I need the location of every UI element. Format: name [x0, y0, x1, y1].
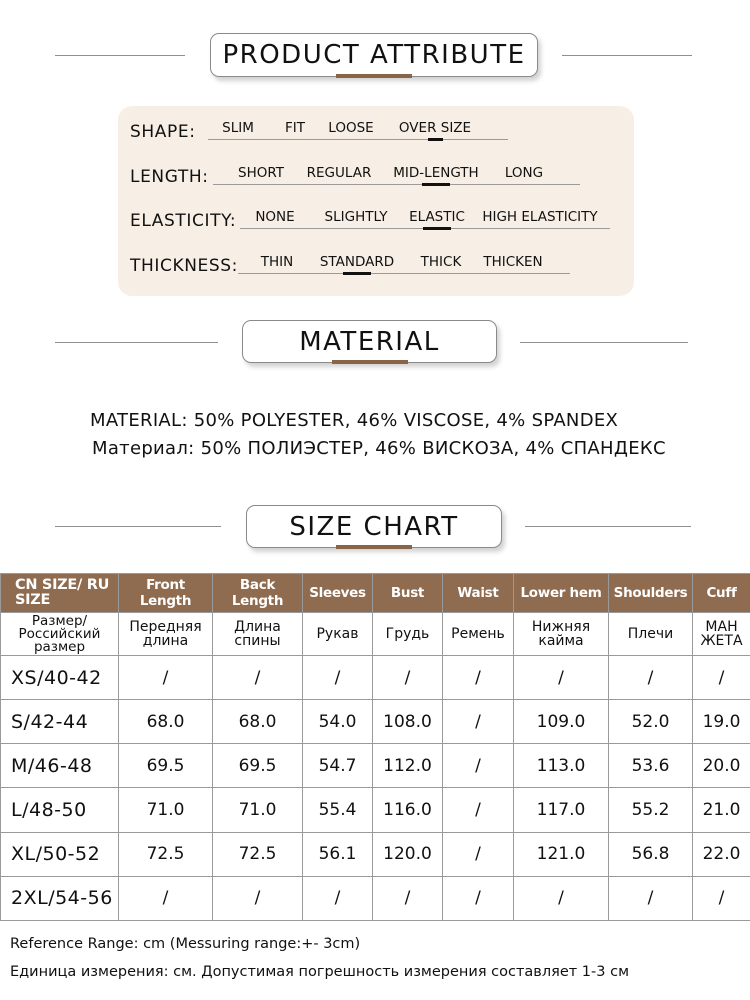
measurement-cell: 56.8 [609, 832, 693, 876]
measurement-cell: 54.7 [303, 744, 373, 788]
section-title-text: SIZE CHART [289, 511, 459, 542]
measurement-cell: / [373, 656, 443, 700]
size-label-cell: 2XL/54-56 [1, 876, 119, 920]
attribute-scale-line [238, 273, 570, 274]
column-header-ru: Грудь [373, 613, 443, 656]
column-header-ru: Передняя длина [119, 613, 213, 656]
attribute-option: THIN [260, 254, 294, 270]
attribute-option: NONE [255, 209, 295, 225]
selected-option-marker [428, 138, 443, 141]
size-label-cell: XL/50-52 [1, 832, 119, 876]
section-title-text: PRODUCT ATTRIBUTE [222, 40, 526, 70]
attribute-option: LONG [504, 165, 544, 181]
table-row [1, 656, 750, 700]
measurement-cell: 109.0 [514, 700, 609, 744]
measurement-cell: / [609, 656, 693, 700]
measurement-cell: / [443, 744, 514, 788]
attribute-option: OVER SIZE [398, 120, 472, 136]
attribute-label: LENGTH: [130, 167, 209, 187]
measurement-cell: 68.0 [213, 700, 303, 744]
measurement-cell: / [119, 656, 213, 700]
attribute-option: LOOSE [328, 120, 374, 136]
size-label-cell: S/42-44 [1, 700, 119, 744]
table-header-ru [1, 613, 750, 656]
section-title-product-attribute [210, 33, 538, 77]
table-row [1, 744, 750, 788]
column-header-en: Front Length [119, 574, 213, 613]
measurement-cell: / [443, 788, 514, 832]
column-header-en: Lower hem [514, 574, 609, 613]
measurement-cell: 56.1 [303, 832, 373, 876]
measurement-cell: / [514, 656, 609, 700]
measurement-cell: / [303, 656, 373, 700]
section-title-material [242, 320, 497, 363]
divider-right [562, 55, 692, 56]
measurement-cell: / [443, 876, 514, 920]
measurement-cell: 108.0 [373, 700, 443, 744]
measurement-cell: / [693, 656, 750, 700]
section-title-size-chart [246, 505, 502, 548]
attribute-label: SHAPE: [130, 122, 196, 142]
attribute-option: SLIGHTLY [324, 209, 388, 225]
column-header-en: Sleeves [303, 574, 373, 613]
measurement-cell: 71.0 [213, 788, 303, 832]
divider-right [520, 342, 688, 343]
measurement-cell: 120.0 [373, 832, 443, 876]
measurement-cell: 72.5 [119, 832, 213, 876]
footer-note-ru: Единица измерения: см. Допустимая погрешность измерения составляет 1-3 см [10, 964, 630, 980]
measurement-cell: 20.0 [693, 744, 750, 788]
column-header-en: CN SIZE/ RU SIZE [1, 574, 119, 613]
size-label-cell: L/48-50 [1, 788, 119, 832]
measurement-cell: 72.5 [213, 832, 303, 876]
table-row [1, 700, 750, 744]
attribute-option: MID-LENGTH [393, 165, 479, 181]
attribute-option: THICK [420, 254, 462, 270]
measurement-cell: 22.0 [693, 832, 750, 876]
measurement-cell: 55.2 [609, 788, 693, 832]
measurement-cell: / [373, 876, 443, 920]
measurement-cell: / [693, 876, 750, 920]
attribute-option: SLIM [222, 120, 254, 136]
measurement-cell: 68.0 [119, 700, 213, 744]
divider-right [525, 526, 691, 527]
column-header-ru: Рукав [303, 613, 373, 656]
title-underline [332, 360, 408, 364]
column-header-en: Cuff [693, 574, 750, 613]
attribute-scale-line [208, 139, 508, 140]
column-header-ru: Ремень [443, 613, 514, 656]
divider-left [55, 342, 218, 343]
measurement-cell: 19.0 [693, 700, 750, 744]
attribute-label: ELASTICITY: [130, 211, 237, 231]
measurement-cell: 71.0 [119, 788, 213, 832]
attribute-option: REGULAR [306, 165, 372, 181]
measurement-cell: 69.5 [213, 744, 303, 788]
table-row [1, 876, 750, 920]
table-row [1, 788, 750, 832]
measurement-cell: / [213, 656, 303, 700]
title-underline [336, 545, 412, 549]
attribute-option: ELASTIC [409, 209, 465, 225]
attribute-option: HIGH ELASTICITY [482, 209, 598, 225]
measurement-cell: 54.0 [303, 700, 373, 744]
attribute-row [130, 159, 630, 189]
column-header-en: Shoulders [609, 574, 693, 613]
size-label-cell: M/46-48 [1, 744, 119, 788]
measurement-cell: / [303, 876, 373, 920]
column-header-en: Bust [373, 574, 443, 613]
divider-left [55, 526, 221, 527]
measurement-cell: / [514, 876, 609, 920]
attribute-option: THICKEN [483, 254, 543, 270]
column-header-en: Waist [443, 574, 514, 613]
attribute-option: FIT [285, 120, 305, 136]
table-row [1, 832, 750, 876]
selected-option-marker [422, 183, 450, 186]
measurement-cell: 53.6 [609, 744, 693, 788]
column-header-ru: Плечи [609, 613, 693, 656]
column-header-en: Back Length [213, 574, 303, 613]
attribute-scale-line [213, 184, 580, 185]
measurement-cell: / [443, 832, 514, 876]
measurement-cell: 117.0 [514, 788, 609, 832]
size-chart-table [0, 573, 750, 921]
measurement-cell: 116.0 [373, 788, 443, 832]
measurement-cell: / [119, 876, 213, 920]
section-title-text: MATERIAL [299, 326, 440, 357]
measurement-cell: / [609, 876, 693, 920]
column-header-ru: Длина спины [213, 613, 303, 656]
attribute-row [130, 248, 630, 278]
attribute-option: SHORT [238, 165, 284, 181]
material-en: MATERIAL: 50% POLYESTER, 46% VISCOSE, 4% SPANDEX [90, 410, 619, 431]
measurement-cell: 55.4 [303, 788, 373, 832]
material-ru: Материал: 50% ПОЛИЭСТЕР, 46% ВИСКОЗА, 4% СПАНДЕКС [92, 438, 666, 459]
divider-left [55, 55, 185, 56]
size-label-cell: XS/40-42 [1, 656, 119, 700]
attribute-row [130, 203, 630, 233]
measurement-cell: 52.0 [609, 700, 693, 744]
measurement-cell: / [213, 876, 303, 920]
measurement-cell: / [443, 700, 514, 744]
measurement-cell: 112.0 [373, 744, 443, 788]
selected-option-marker [343, 272, 371, 275]
column-header-ru: МАН ЖЕТА [693, 613, 750, 656]
attribute-option: STANDARD [319, 254, 395, 270]
attribute-label: THICKNESS: [130, 256, 238, 276]
measurement-cell: 21.0 [693, 788, 750, 832]
attribute-row [130, 114, 630, 144]
measurement-cell: 113.0 [514, 744, 609, 788]
measurement-cell: 121.0 [514, 832, 609, 876]
selected-option-marker [423, 227, 451, 230]
measurement-cell: / [443, 656, 514, 700]
footer-note-en: Reference Range: cm (Messuring range:+- 3cm) [10, 936, 361, 952]
column-header-ru: Нижняя кайма [514, 613, 609, 656]
column-header-ru: Размер/ Российский размер [1, 613, 119, 656]
title-underline [336, 74, 412, 78]
table-header-en [1, 574, 750, 613]
attribute-panel [118, 106, 634, 296]
measurement-cell: 69.5 [119, 744, 213, 788]
